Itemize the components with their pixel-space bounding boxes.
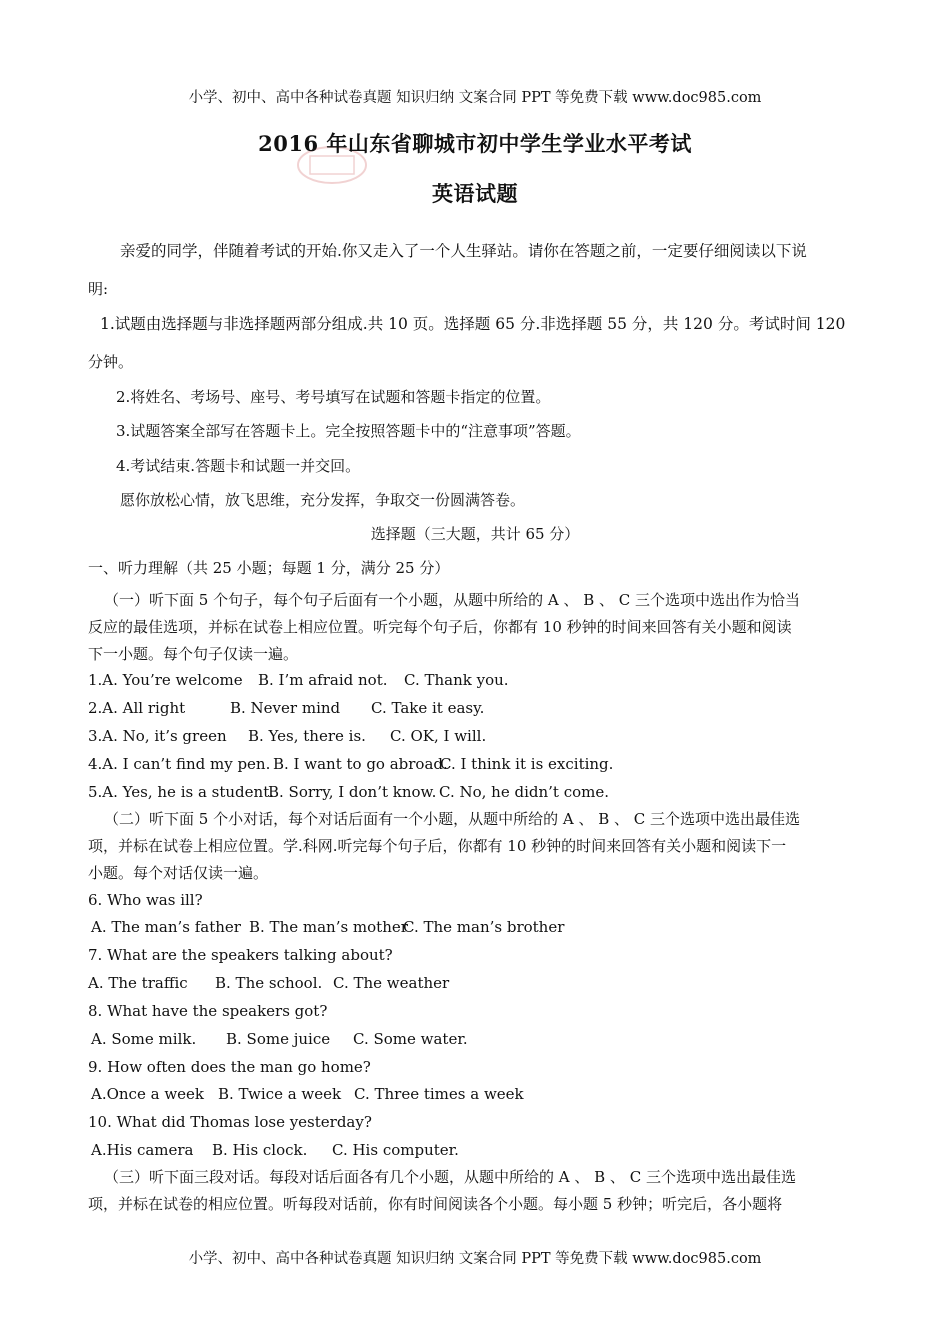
instruction-3: 3.试题答案全部写在答题卡上。完全按照答题卡中的“注意事项”答题。	[116, 422, 581, 440]
sub-instruction: 项，并标在试卷上相应位置。学.科网.听完每个句子后，你都有 10 秒钟的时间来回答有关小题和阅读下一	[88, 837, 787, 855]
exam-title: 2016 年山东省聊城市初中学生学业水平考试	[258, 131, 692, 156]
part-title: 一、听力理解（共 25 小题；每题 1 分，满分 25 分）	[88, 559, 450, 577]
option-c: C. Some water.	[353, 1030, 468, 1048]
option-b: B. I want to go abroad.	[273, 755, 448, 773]
option-a: A.His camera	[91, 1141, 194, 1159]
option-a: A. Some milk.	[91, 1030, 197, 1048]
question-7-options	[88, 973, 449, 993]
option-b: B. Some juice	[226, 1030, 331, 1048]
question-8-options	[91, 1029, 468, 1049]
option-c: C. The man’s brother	[403, 918, 565, 936]
instruction-1: 1.试题由选择题与非选择题两部分组成.共 10 页。选择题 65 分.非选择题 55 分，共 120 分。考试时间 120	[100, 315, 846, 333]
question-1	[88, 670, 509, 690]
question-6: 6. Who was ill?	[88, 891, 203, 909]
question-6-options	[91, 917, 564, 937]
intro-line: 亲爱的同学，伴随着考试的开始.你又走入了一个人生驿站。请你在答题之前，一定要仔细阅读以下说	[120, 242, 807, 260]
question-4	[88, 754, 613, 774]
option-c: C. Three times a week	[354, 1085, 524, 1103]
page-footer: 小学、初中、高中各种试卷真题 知识归纳 文案合同 PPT 等免费下载 www.doc985.com	[188, 1251, 762, 1267]
question-9: 9. How often does the man go home?	[88, 1058, 371, 1076]
sub-instruction: 项，并标在试卷的相应位置。听每段对话前，你有时间阅读各个小题。每小题 5 秒钟；听完后，各小题将	[88, 1195, 783, 1213]
sub-instruction: （一）听下面 5 个句子，每个句子后面有一个小题，从题中所给的 A 、 B 、 C 三个选项中选出作为恰当	[104, 591, 801, 609]
option-b: B. Sorry, I don’t know.	[268, 783, 437, 801]
option-a: 4.A. I can’t find my pen.	[88, 755, 271, 773]
option-a: A. The man’s father	[91, 918, 241, 936]
option-b: B. The man’s mother	[249, 918, 408, 936]
option-b: B. Twice a week	[218, 1085, 342, 1103]
exam-subtitle: 英语试题	[432, 181, 518, 206]
option-b: B. His clock.	[212, 1141, 308, 1159]
sub-instruction: 下一小题。每个句子仅读一遍。	[88, 645, 299, 663]
question-3	[88, 726, 486, 746]
option-b: B. Never mind	[230, 699, 341, 717]
question-10-options	[91, 1140, 459, 1160]
option-b: B. Yes, there is.	[248, 727, 366, 745]
question-8: 8. What have the speakers got?	[88, 1002, 328, 1020]
option-c: C. Thank you.	[404, 671, 509, 689]
page-header: 小学、初中、高中各种试卷真题 知识归纳 文案合同 PPT 等免费下载 www.doc985.com	[188, 90, 762, 106]
instruction-4: 4.考试结束.答题卡和试题一并交回。	[116, 457, 361, 475]
question-5	[88, 782, 609, 802]
option-a: 1.A. You’re welcome	[88, 671, 243, 689]
question-9-options	[91, 1084, 524, 1104]
option-a: 5.A. Yes, he is a student.	[88, 783, 274, 801]
option-c: C. Take it easy.	[371, 699, 485, 717]
option-a: 2.A. All right	[88, 699, 186, 717]
option-a: A. The traffic	[88, 974, 188, 992]
option-a: 3.A. No, it’s green	[88, 727, 227, 745]
sub-instruction: （二）听下面 5 个小对话，每个对话后面有一个小题，从题中所给的 A 、 B 、 C 三个选项中选出最佳选	[104, 810, 801, 828]
instruction-2: 2.将姓名、考场号、座号、考号填写在试题和答题卡指定的位置。	[116, 388, 551, 406]
section-header: 选择题（三大题，共计 65 分）	[370, 525, 580, 543]
option-a: A.Once a week	[91, 1085, 204, 1103]
question-10: 10. What did Thomas lose yesterday?	[88, 1113, 372, 1131]
option-c: C. No, he didn’t come.	[439, 783, 610, 801]
intro-wish: 愿你放松心情，放飞思维，充分发挥，争取交一份圆满答卷。	[120, 491, 526, 509]
sub-instruction: 反应的最佳选项，并标在试卷上相应位置。听完每个句子后，你都有 10 秒钟的时间来回答有关小题和阅读	[88, 618, 792, 636]
option-b: B. I’m afraid not.	[258, 671, 388, 689]
option-c: C. I think it is exciting.	[440, 755, 614, 773]
option-c: C. The weather	[333, 974, 450, 992]
intro-line: 明:	[88, 280, 109, 298]
question-2	[88, 698, 484, 718]
option-c: C. His computer.	[332, 1141, 459, 1159]
question-7: 7. What are the speakers talking about?	[88, 946, 393, 964]
option-c: C. OK, I will.	[390, 727, 487, 745]
option-b: B. The school.	[215, 974, 323, 992]
sub-instruction: 小题。每个对话仅读一遍。	[88, 864, 269, 882]
sub-instruction: （三）听下面三段对话。每段对话后面各有几个小题，从题中所给的 A 、 B 、 C 三个选项中选出最佳选	[104, 1168, 796, 1186]
instruction-1-cont: 分钟。	[88, 353, 134, 371]
